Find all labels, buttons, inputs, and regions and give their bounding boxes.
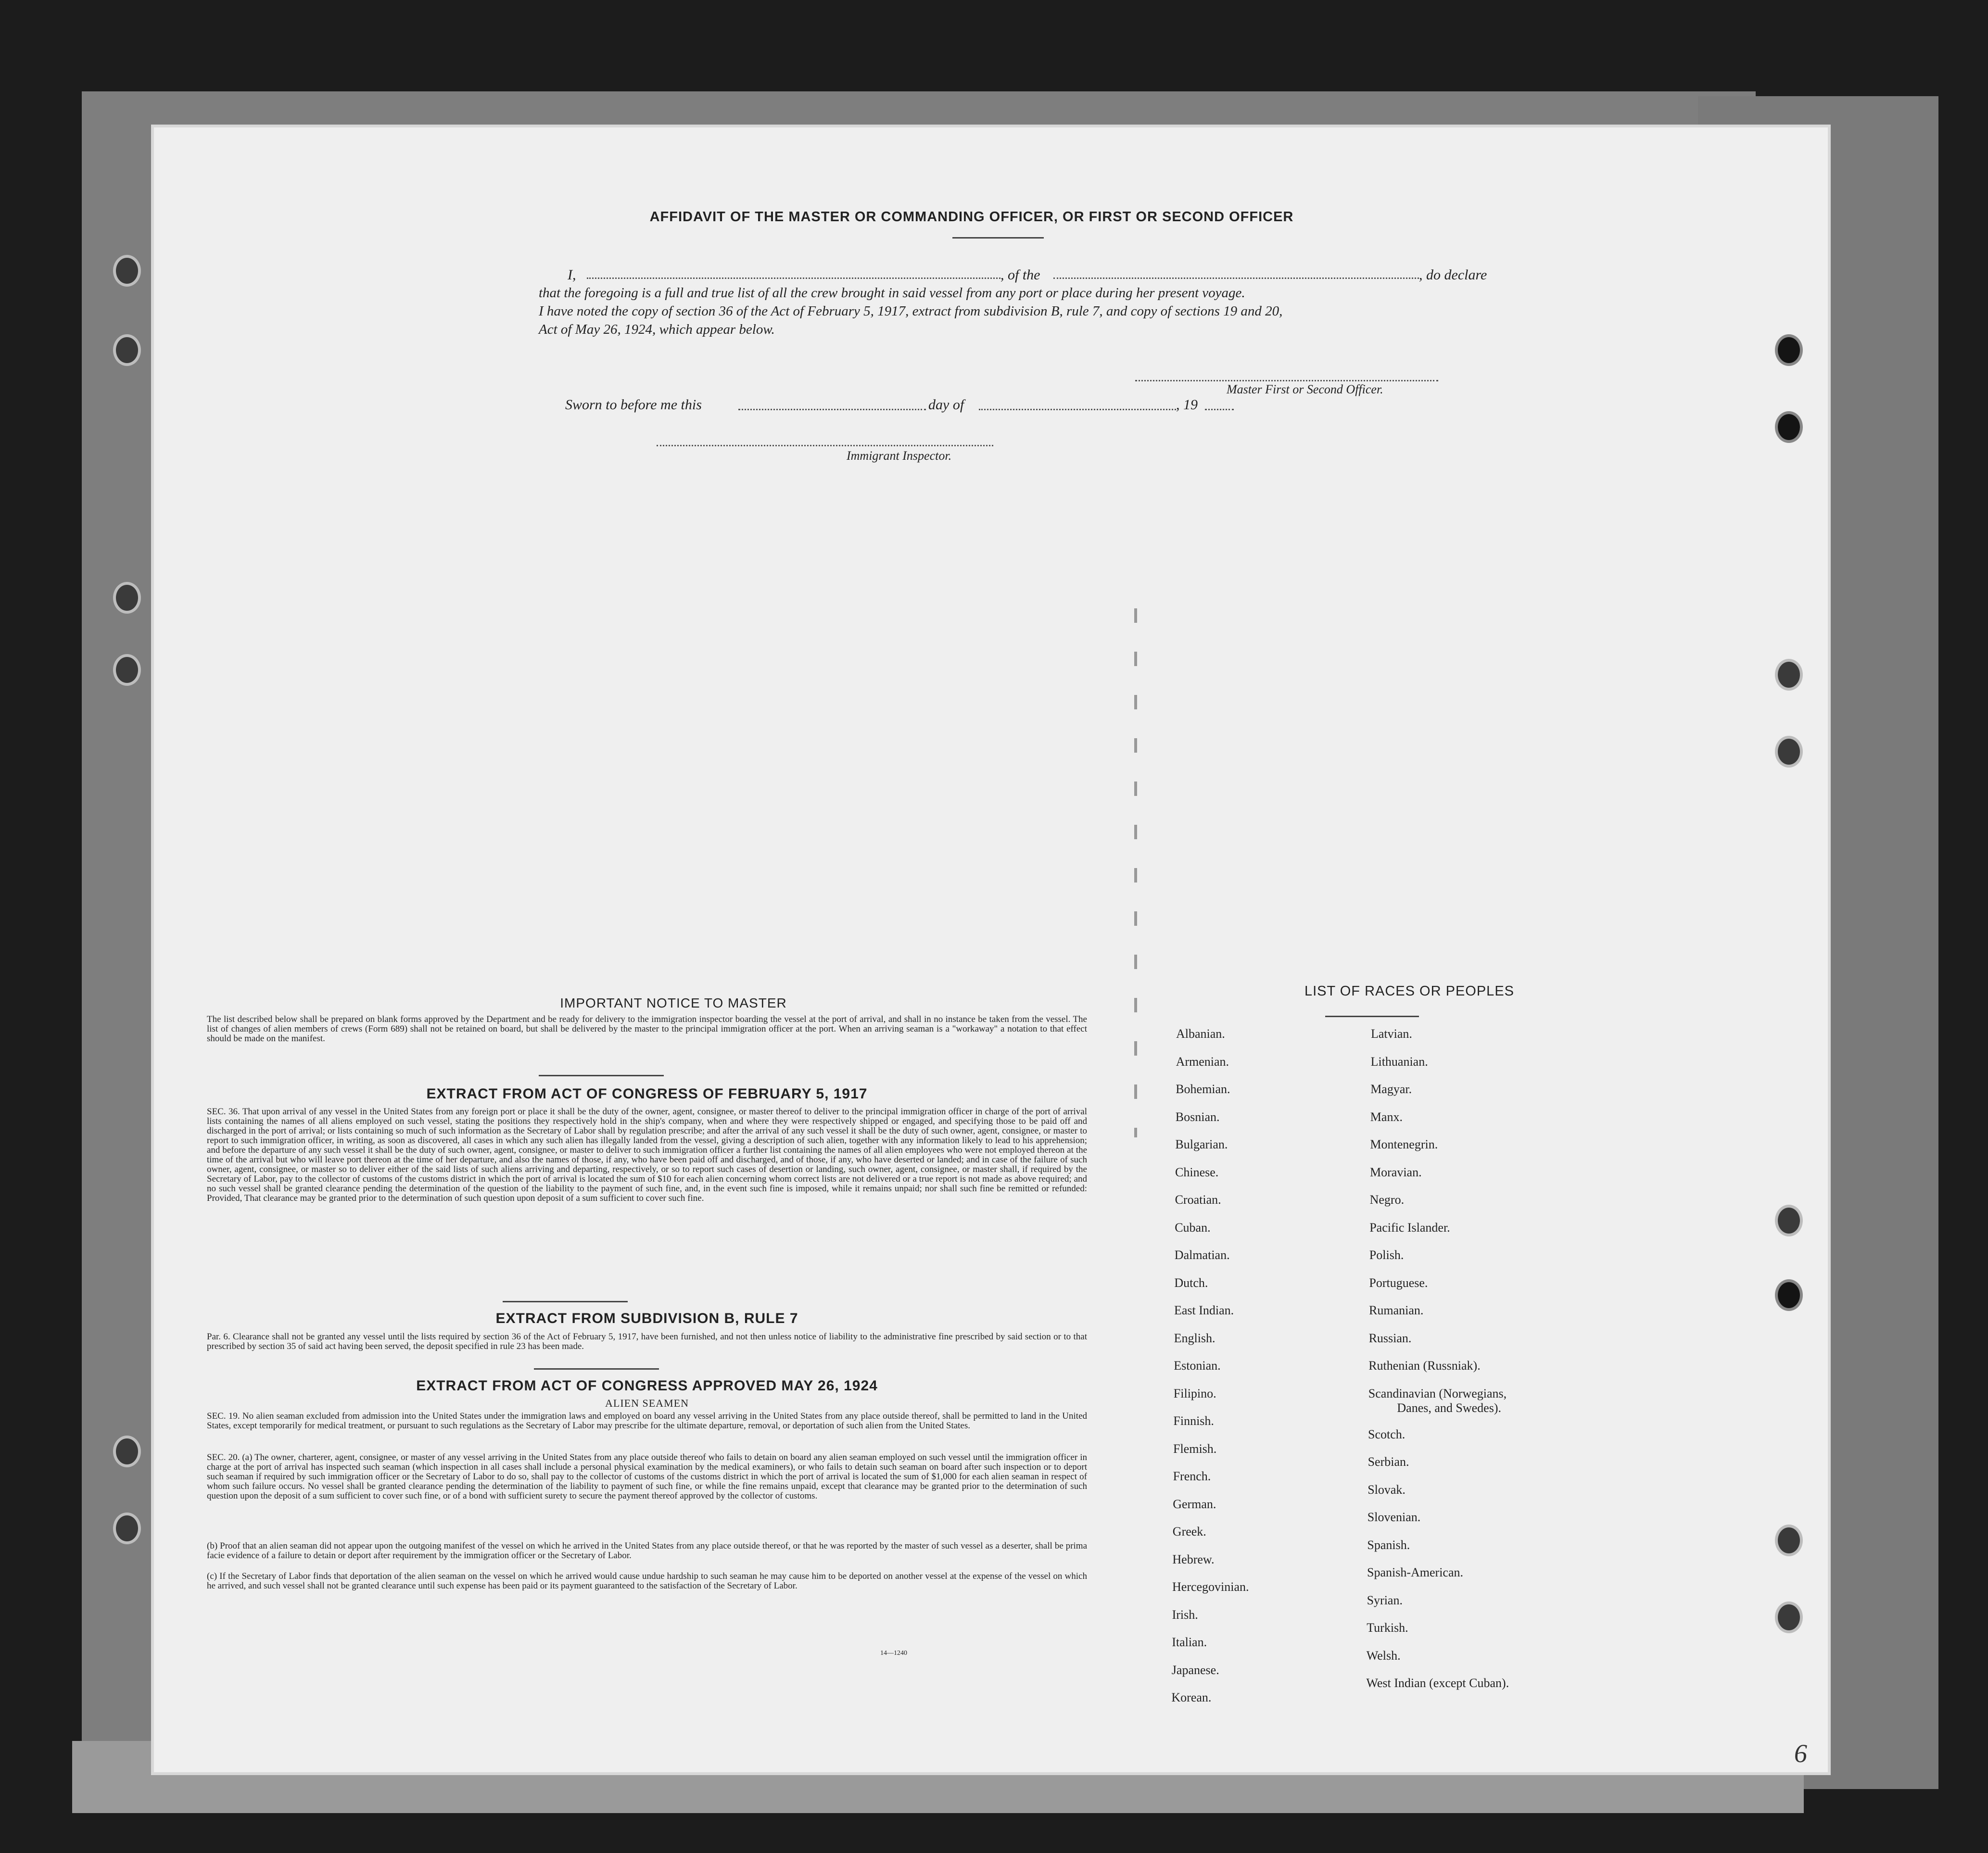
race-item: Moravian. <box>1370 1165 1422 1179</box>
race-item: Armenian. <box>1176 1054 1229 1069</box>
affidavit-title: AFFIDAVIT OF THE MASTER OR COMMANDING OFFICER, OR FIRST OR SECOND OFFICER <box>649 209 1294 225</box>
race-item: Bulgarian. <box>1175 1137 1228 1151</box>
document-page <box>154 127 1828 1772</box>
race-item: Rumanian. <box>1369 1303 1424 1317</box>
affidavit-line-2: I have noted the copy of section 36 of the Act of February 5, 1917, extract from subdivision B, rule 7, and copy of sections 19 and 20, <box>539 303 1283 319</box>
race-item: Negro. <box>1369 1193 1405 1207</box>
race-item: Cuban. <box>1175 1220 1211 1235</box>
race-item: Italian. <box>1172 1635 1207 1649</box>
race-item: Bohemian. <box>1176 1082 1230 1096</box>
binder-hole-icon <box>1775 1205 1803 1236</box>
race-item: Irish. <box>1172 1607 1198 1622</box>
vessel-line <box>1053 277 1419 279</box>
extract-1917-title: EXTRACT FROM ACT OF CONGRESS OF FEBRUARY 5, 1917 <box>426 1086 868 1102</box>
race-item: Slovak. <box>1368 1482 1406 1497</box>
race-item: Slovenian. <box>1367 1510 1421 1524</box>
form-number: 14—1240 <box>880 1650 907 1657</box>
race-item: Greek. <box>1172 1525 1206 1538</box>
race-item: Magyar. <box>1370 1082 1412 1096</box>
binder-hole-icon <box>1775 1279 1803 1311</box>
race-item: Spanish. <box>1367 1538 1410 1552</box>
affidavit-of-the: , of the <box>1000 267 1040 283</box>
race-item: Hebrew. <box>1172 1552 1215 1566</box>
master-caption: Master First or Second Officer. <box>1227 382 1383 396</box>
sec-20c-text: (c) If the Secretary of Labor finds that deportation of the alien seaman on the vessel on which he arrived would cause undue hardship to such seaman he may cause him to be deported on another vessel at the expense of the vessel on which he arrived, and such vessel shall not be granted clearance until such expense has been paid or its payment guaranteed to the satisfaction of the Secretary of Labor. <box>207 1571 1087 1591</box>
sec-19-text: SEC. 19. No alien seaman excluded from admission into the United States under the immigration laws and employed on board any vessel arriving in the United States from any place outside thereof, shall be permitted to land in the United States, except temporarily for medical treatment, or pursuant to such regulations as the Secretary of Labor may prescribe for the ultimate departure, removal, or deportation of such alien from the United States. <box>207 1411 1087 1431</box>
name-line <box>587 277 1000 279</box>
year-label: , 19 <box>1176 397 1198 413</box>
binder-hole-icon <box>113 255 141 287</box>
race-item: Montenegrin. <box>1370 1137 1438 1151</box>
extract-1917-text: SEC. 36. That upon arrival of any vessel in the United States from any foreign port or place it shall be the duty of the owner, agent, consignee, or master thereof to deliver to the principal immigration officer in charge of the port of arrival lists containing the names of all aliens employed on such vessel, stating the positions they respectively hold in the ship's company, when and where they were respectively shipped or engaged, and specifying those to be paid off and discharged in the port of arrival; or lists containing so much of such information as the Secretary of Labor shall by regulation prescribe; and after the arrival of any such vessel it shall be the duty of such owner, agent, consignee, or master to report to such immigration officer, in writing, as soon as discovered, all cases in which any such alien has illegally landed from the vessel, giving a description of such alien, together with any information likely to lead to his apprehension; and before the departure of any such vessel it shall be the duty of such owner, agent, consignee, or master to deliver to such immigration officer a further list containing the names of all alien employees who were not employed thereon at the time of the arrival but who will leave port thereon at the time of her departure, and also the names of those, if any, who have been paid off and discharged, and of those, if any, who have deserted or landed; and in case of the failure of such owner, agent, consignee, or master so to deliver either of the said lists of such aliens arriving and departing, respectively, or so to report such cases of desertion or landing, such owner, agent, consignee, or master shall, if required by the Secretary of Labor, pay to the collector of customs of the customs district in which the port of arrival is located the sum of $10 for each alien concerning whom correct lists are not delivered or a true report is not made as above required; and no such vessel shall be granted clearance pending the determination of the question of the liability to the payment of such fine, and, in the event such fine is imposed, while it remains unpaid; nor shall such fine be remitted or refunded: Provided, That clearance may be granted prior to the determination of such question upon deposit of a sum sufficient to cover such fine. <box>207 1107 1087 1203</box>
binder-hole-icon <box>1775 659 1803 691</box>
race-item: Manx. <box>1370 1109 1403 1124</box>
race-item: Portuguese. <box>1369 1275 1428 1290</box>
race-item: Welsh. <box>1366 1648 1401 1663</box>
year-line <box>1205 409 1234 410</box>
binder-hole-icon <box>113 1513 141 1544</box>
day-of-label: day of <box>928 397 964 413</box>
race-item: Scandinavian (Norwegians, <box>1368 1386 1507 1400</box>
divider <box>503 1301 628 1302</box>
notice-title: IMPORTANT NOTICE TO MASTER <box>560 996 787 1010</box>
sworn-label: Sworn to before me this <box>565 397 702 413</box>
race-item: Finnish. <box>1173 1414 1214 1428</box>
race-item: Pacific Islander. <box>1369 1220 1450 1235</box>
subdiv-b-title: EXTRACT FROM SUBDIVISION B, RULE 7 <box>495 1311 798 1326</box>
sworn-day-line <box>738 409 926 410</box>
extract-1924-title: EXTRACT FROM ACT OF CONGRESS APPROVED MAY 26, 1924 <box>416 1378 878 1394</box>
race-item: Syrian. <box>1367 1593 1403 1607</box>
affidavit-i: I, <box>568 267 576 283</box>
race-item: Hercegovinian. <box>1172 1580 1249 1594</box>
race-item: Serbian. <box>1368 1455 1409 1469</box>
race-item: Spanish-American. <box>1367 1565 1464 1579</box>
binder-hole-icon <box>1775 334 1803 366</box>
divider <box>1325 1016 1419 1017</box>
race-item: Lithuanian. <box>1370 1054 1428 1069</box>
race-item: Estonian. <box>1174 1359 1221 1373</box>
binder-hole-icon <box>113 582 141 614</box>
affidavit-line-1: that the foregoing is a full and true list of all the crew brought in said vessel from any port or place during her present voyage. <box>539 285 1245 301</box>
divider <box>534 1368 659 1370</box>
races-title: LIST OF RACES OR PEOPLES <box>1304 983 1515 999</box>
race-item: Latvian. <box>1371 1027 1412 1041</box>
affidavit-do-declare: , do declare <box>1419 267 1487 283</box>
binder-hole-icon <box>1775 736 1803 768</box>
divider <box>539 1075 664 1076</box>
race-item: Turkish. <box>1367 1621 1408 1635</box>
binder-hole-icon <box>1775 1601 1803 1633</box>
race-item: Japanese. <box>1171 1663 1219 1677</box>
divider <box>952 237 1044 239</box>
race-item: Filipino. <box>1173 1386 1216 1400</box>
month-line <box>979 409 1176 410</box>
race-item: West Indian (except Cuban). <box>1366 1676 1509 1690</box>
binder-hole-icon <box>113 1436 141 1467</box>
race-item: East Indian. <box>1174 1303 1234 1317</box>
binder-hole-icon <box>113 654 141 686</box>
race-item: Bosnian. <box>1175 1109 1220 1124</box>
binder-hole-icon <box>1775 411 1803 443</box>
alien-seamen-subtitle: ALIEN SEAMEN <box>605 1397 689 1409</box>
race-item: Flemish. <box>1173 1441 1217 1456</box>
race-item: French. <box>1173 1469 1211 1483</box>
inspector-caption: Immigrant Inspector. <box>847 449 952 463</box>
race-item: Russian. <box>1368 1331 1412 1345</box>
race-item: Polish. <box>1369 1248 1404 1262</box>
race-item: Albanian. <box>1176 1027 1225 1041</box>
race-item: Ruthenian (Russniak). <box>1368 1359 1481 1373</box>
sec-20a-text: SEC. 20. (a) The owner, charterer, agent, consignee, or master of any vessel arriving in the United States from any place outside thereof who fails to detain on board any alien seaman employed on such vessel until the immigration officer in charge at the port of arrival has inspected such seaman (which inspection in all cases shall include a personal physical examination by the medical examiners), or who fails to detain such seaman on board after such inspection or to deport such seaman if required by such immigration officer or the Secretary of Labor to do so, shall pay to the collector of customs of the customs district in which the port of arrival is located the sum of $1,000 for each alien seaman in respect of whom such failure occurs. No vessel shall be granted clearance pending the determination of the liability to payment of such fine, or while the fine remains unpaid, except that clearance may be granted prior to the determination of such question upon the deposit of a sum sufficient to cover such fine, or of a bond with sufficient surety to secure the payment thereof approved by the collector of customs. <box>207 1452 1087 1501</box>
notice-text: The list described below shall be prepared on blank forms approved by the Department and be ready for delivery to the immigration inspector boarding the vessel at the port of arrival, and shall in no instance be taken from the vessel. The list of changes of alien members of crews (Form 689) shall not be retained on board, but shall be delivered by the master to the principal immigration officer at the port. When an arriving seaman is a "workaway" a notation to that effect should be made on the manifest. <box>207 1014 1087 1044</box>
race-item: Dutch. <box>1174 1275 1208 1290</box>
subdiv-b-text: Par. 6. Clearance shall not be granted any vessel until the lists required by section 36 of the Act of February 5, 1917, have been furnished, and not then unless notice of liability to the administrative fine prescribed by said section or to that prescribed by section 35 of said act having been served, the deposit specified in rule 23 has been made. <box>207 1332 1087 1351</box>
binder-hole-icon <box>113 334 141 366</box>
race-item: English. <box>1174 1331 1216 1345</box>
fold-line <box>1134 608 1137 1137</box>
race-item: German. <box>1173 1497 1216 1511</box>
inspector-line <box>657 445 993 446</box>
race-item: Danes, and Swedes). <box>1397 1400 1501 1415</box>
race-item: Croatian. <box>1175 1193 1221 1207</box>
race-item: Korean. <box>1171 1690 1212 1704</box>
affidavit-line-3: Act of May 26, 1924, which appear below. <box>539 322 775 337</box>
margin-note: 6 <box>1794 1739 1807 1768</box>
sec-20b-text: (b) Proof that an alien seaman did not appear upon the outgoing manifest of the vessel on which he arrived in the United States from any place outside thereof, or that he was reported by the master of such vessel as a deserter, shall be prima facie evidence of a failure to detain or deport after requirement by the immigration officer or the Secretary of Labor. <box>207 1541 1087 1561</box>
race-item: Dalmatian. <box>1174 1248 1230 1262</box>
binder-hole-icon <box>1775 1525 1803 1556</box>
race-item: Scotch. <box>1368 1427 1406 1441</box>
signature-line <box>1135 380 1438 381</box>
race-item: Chinese. <box>1175 1165 1219 1179</box>
